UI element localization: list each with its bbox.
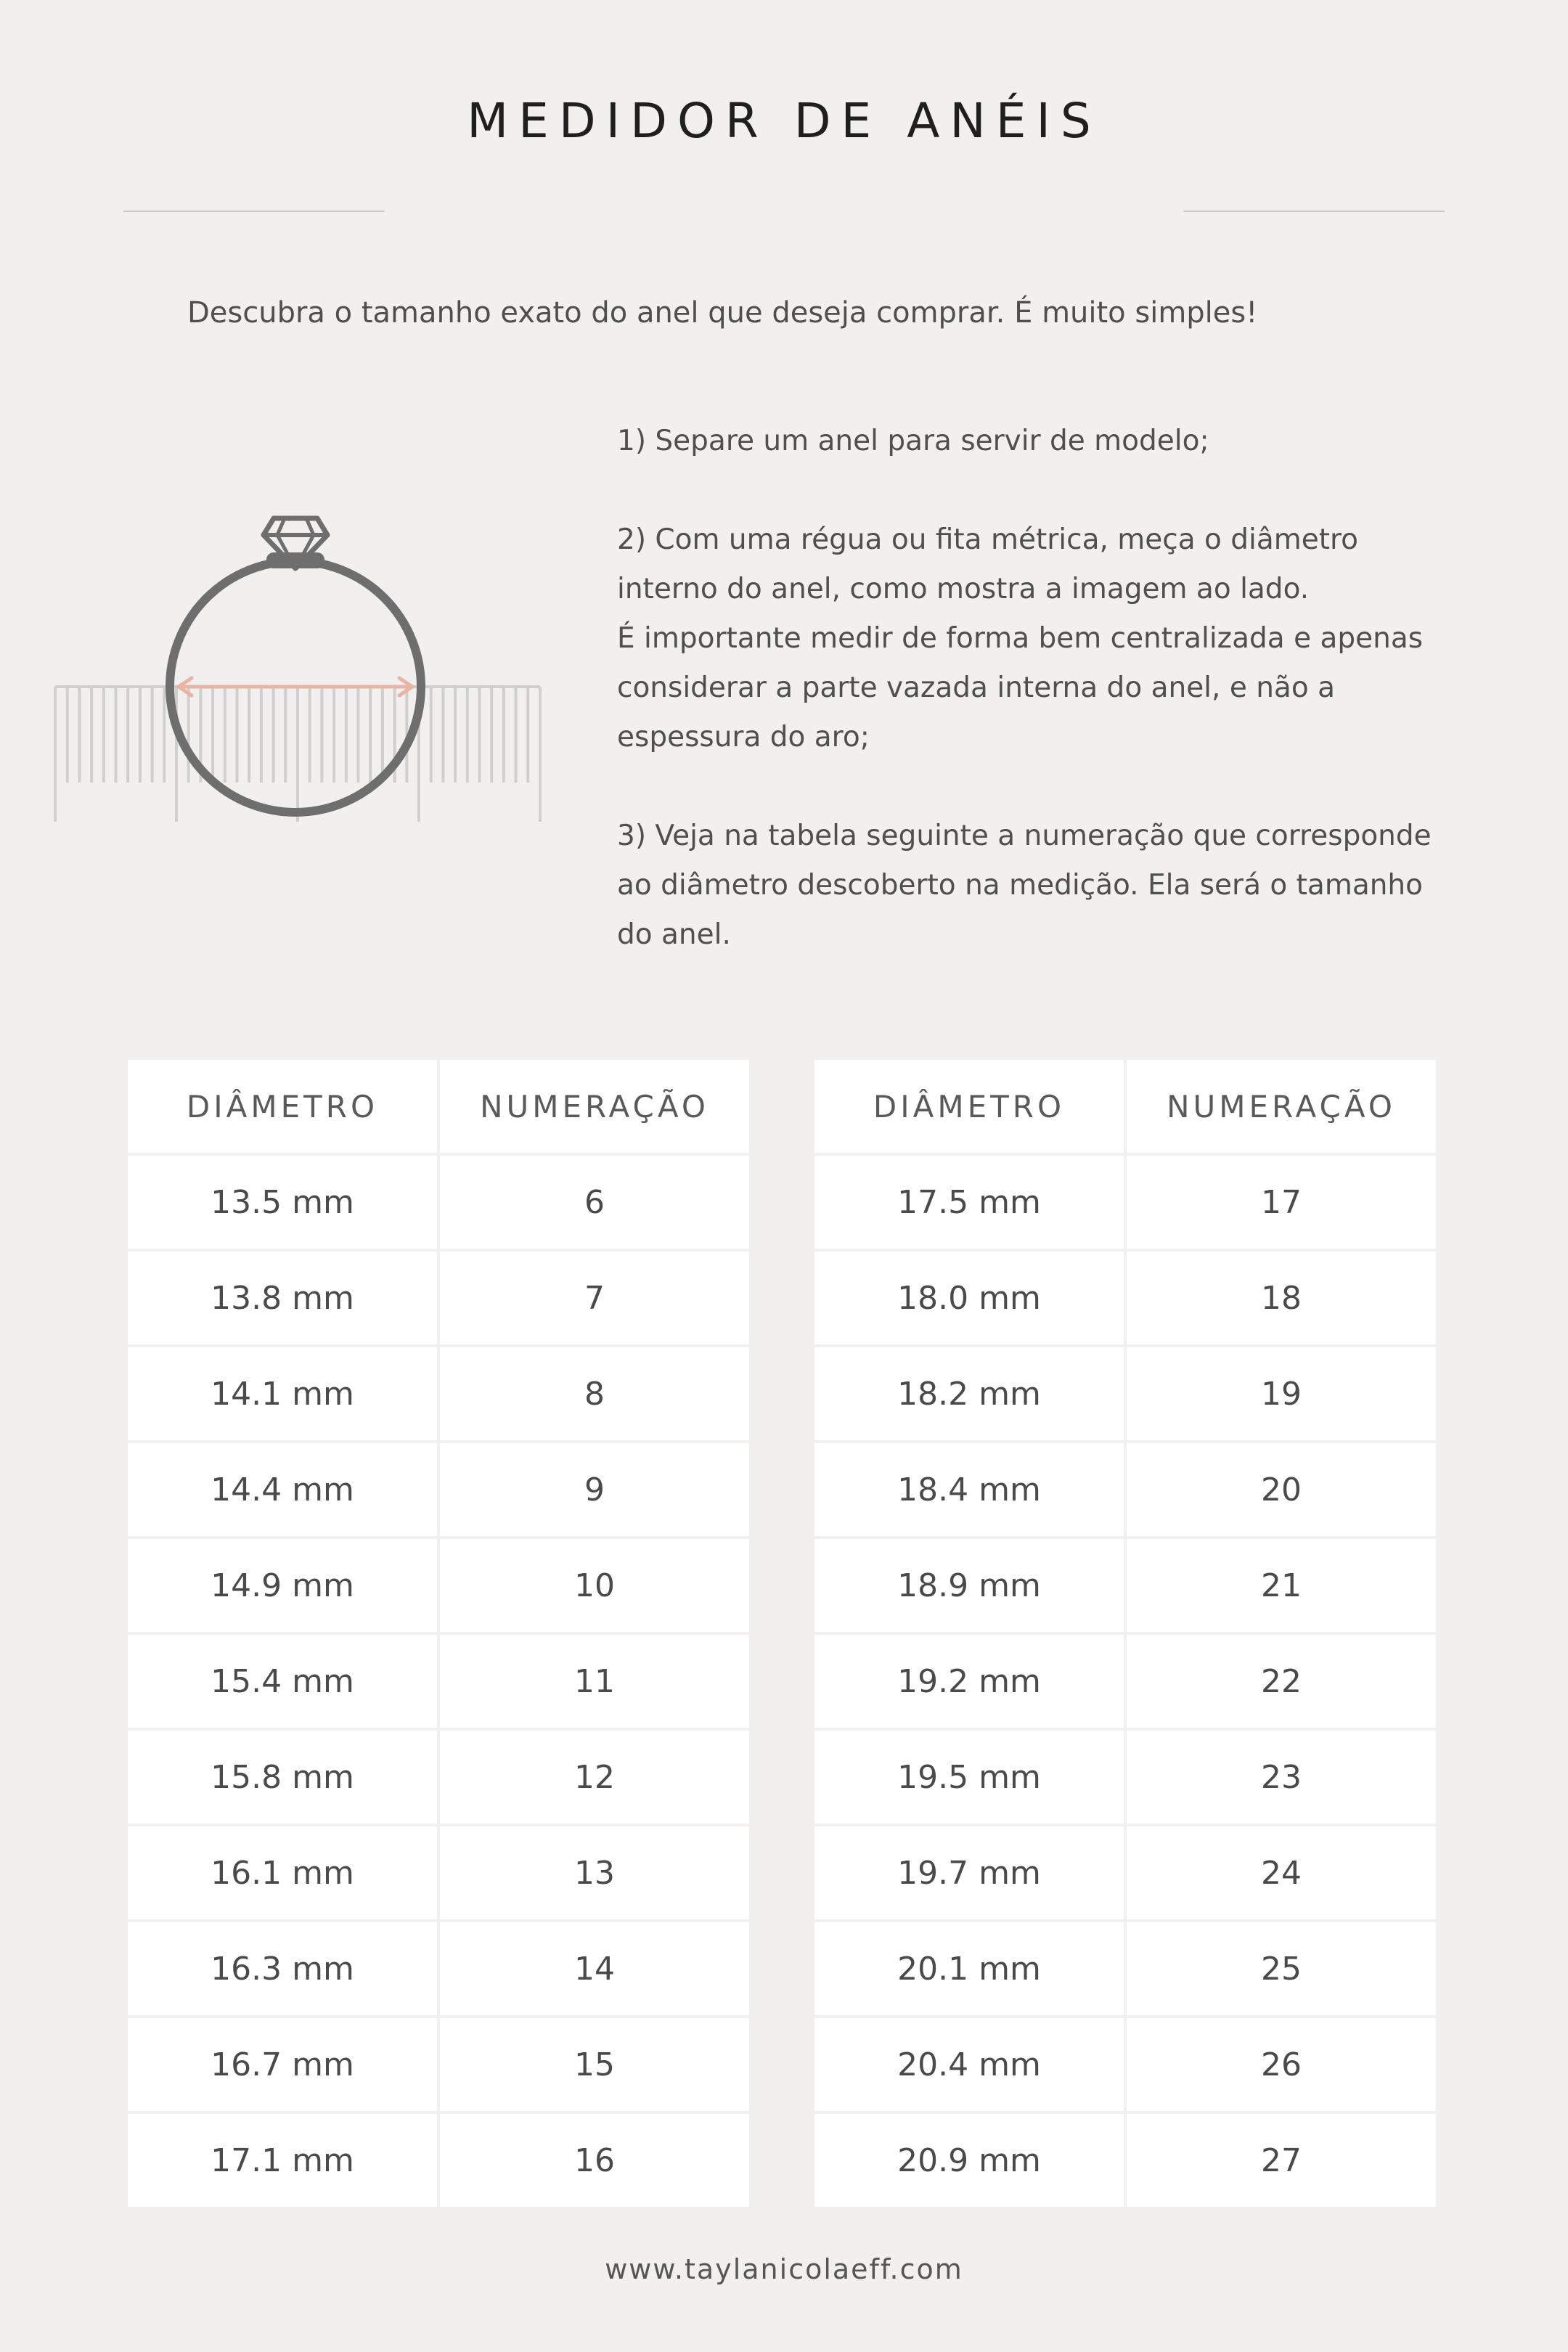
table-row [814, 1539, 1436, 1632]
size-cell: 12 [440, 1731, 749, 1824]
step-2-line-4: considerar a parte vazada interna do anel, e não a [617, 671, 1335, 704]
diameter-cell: 16.1 mm [128, 1826, 437, 1919]
table-row [814, 1826, 1436, 1919]
diameter-cell: 16.7 mm [128, 2018, 437, 2111]
diameter-cell: 15.8 mm [128, 1731, 437, 1824]
table-row [128, 1731, 749, 1824]
step-2-line-5: espessura do aro; [617, 721, 870, 754]
diameter-cell: 20.4 mm [814, 2018, 1124, 2111]
diameter-cell: 14.1 mm [128, 1347, 437, 1440]
size-cell: 23 [1127, 1731, 1436, 1824]
table-row [814, 1251, 1436, 1344]
diameter-cell: 16.3 mm [128, 1922, 437, 2015]
step-2-line-1: 2) Com uma régua ou fita métrica, meça o diâmetro [617, 523, 1359, 556]
step-2-line-2: interno do anel, como mostra a imagem ao lado. [617, 573, 1310, 605]
size-cell: 18 [1127, 1251, 1436, 1344]
diameter-cell: 18.9 mm [814, 1539, 1124, 1632]
ring-measure-illustration [51, 494, 544, 835]
column-header-diameter: DIÂMETRO [128, 1060, 437, 1153]
table-row [814, 1731, 1436, 1824]
size-cell: 26 [1127, 2018, 1436, 2111]
table-row [128, 1922, 749, 2015]
step-3-line-3: do anel. [617, 918, 731, 951]
table-row [814, 1156, 1436, 1249]
diameter-cell: 13.5 mm [128, 1156, 437, 1249]
diameter-cell: 17.5 mm [814, 1156, 1124, 1249]
table-row [128, 1826, 749, 1919]
step-1: 1) Separe um anel para servir de modelo; [617, 425, 1209, 457]
diameter-cell: 18.4 mm [814, 1443, 1124, 1536]
diameter-cell: 14.9 mm [128, 1539, 437, 1632]
table-row [814, 1443, 1436, 1536]
table-row [128, 1251, 749, 1344]
size-cell: 21 [1127, 1539, 1436, 1632]
diameter-cell: 18.0 mm [814, 1251, 1124, 1344]
size-cell: 19 [1127, 1347, 1436, 1440]
size-cell: 9 [440, 1443, 749, 1536]
table-row [814, 1635, 1436, 1728]
column-header-diameter: DIÂMETRO [814, 1060, 1124, 1153]
instructions [617, 417, 1488, 960]
table-row [814, 2018, 1436, 2111]
table-row [128, 1156, 749, 1249]
size-cell: 10 [440, 1539, 749, 1632]
column-header-size: NUMERAÇÃO [440, 1060, 749, 1153]
table-row [128, 1635, 749, 1728]
page-title: MEDIDOR DE ANÉIS [467, 93, 1101, 149]
ruler-icon [55, 687, 540, 822]
table-row [814, 2114, 1436, 2207]
step-2-line-3: É importante medir de forma bem centralizada e apenas [617, 622, 1424, 655]
title-divider-right [1183, 211, 1445, 212]
diameter-cell: 19.5 mm [814, 1731, 1124, 1824]
size-cell: 16 [440, 2114, 749, 2207]
size-table-left [125, 1057, 752, 2210]
table-row [128, 1443, 749, 1536]
table-row [128, 2018, 749, 2111]
size-cell: 22 [1127, 1635, 1436, 1728]
intro-text: Descubra o tamanho exato do anel que deseja comprar. É muito simples! [187, 296, 1258, 330]
size-cell: 17 [1127, 1156, 1436, 1249]
diameter-cell: 20.9 mm [814, 2114, 1124, 2207]
size-cell: 7 [440, 1251, 749, 1344]
table-row [128, 2114, 749, 2207]
diameter-cell: 15.4 mm [128, 1635, 437, 1728]
size-cell: 11 [440, 1635, 749, 1728]
diameter-cell: 13.8 mm [128, 1251, 437, 1344]
size-cell: 20 [1127, 1443, 1436, 1536]
footer-website: www.taylanicolaeff.com [605, 2253, 963, 2285]
table-row [128, 1347, 749, 1440]
table-row [814, 1347, 1436, 1440]
size-cell: 6 [440, 1156, 749, 1249]
size-cell: 8 [440, 1347, 749, 1440]
size-cell: 15 [440, 2018, 749, 2111]
diameter-cell: 14.4 mm [128, 1443, 437, 1536]
step-3-line-2: ao diâmetro descoberto na medição. Ela será o tamanho [617, 869, 1424, 902]
size-cell: 13 [440, 1826, 749, 1919]
size-table-right [812, 1057, 1439, 2210]
table-row [128, 1539, 749, 1632]
step-3-line-1: 3) Veja na tabela seguinte a numeração que corresponde [617, 820, 1432, 852]
diameter-cell: 20.1 mm [814, 1922, 1124, 2015]
size-cell: 25 [1127, 1922, 1436, 2015]
diameter-cell: 18.2 mm [814, 1347, 1124, 1440]
diameter-cell: 17.1 mm [128, 2114, 437, 2207]
title-divider-left [123, 211, 385, 212]
diameter-cell: 19.2 mm [814, 1635, 1124, 1728]
column-header-size: NUMERAÇÃO [1127, 1060, 1436, 1153]
diameter-cell: 19.7 mm [814, 1826, 1124, 1919]
size-cell: 27 [1127, 2114, 1436, 2207]
size-cell: 14 [440, 1922, 749, 2015]
size-cell: 24 [1127, 1826, 1436, 1919]
table-row [814, 1922, 1436, 2015]
